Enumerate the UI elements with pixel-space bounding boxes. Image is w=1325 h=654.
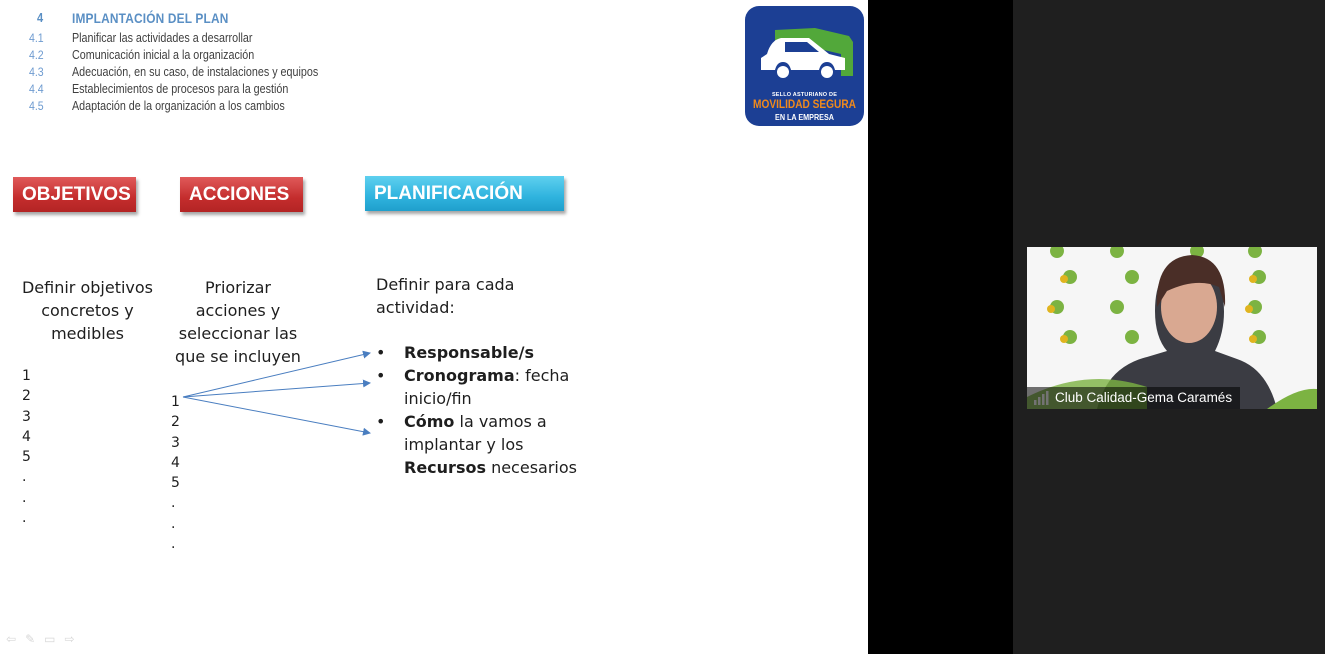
black-band	[868, 0, 1013, 654]
bullet-item	[376, 410, 606, 479]
bullet-text: necesarios	[485, 458, 577, 477]
planificacion-heading: PLANIFICACIÓN	[365, 176, 564, 211]
text-line: Definir objetivos	[21, 278, 154, 297]
planificacion-bullet-list	[376, 341, 606, 479]
outline-item-text: Comunicación inicial a la organización	[72, 48, 255, 62]
list-number: .	[171, 515, 176, 532]
next-slide-icon[interactable]: ⇨	[64, 632, 84, 646]
text-line: Definir para cada	[376, 275, 515, 294]
outline-item-number: 4.5	[29, 99, 44, 113]
text-line: actividad:	[376, 298, 455, 317]
text-line: concretos y	[41, 301, 134, 320]
slide-menu-icon[interactable]: ▭	[44, 632, 65, 646]
list-number: 5	[22, 449, 31, 466]
section-number: 4	[37, 10, 44, 25]
text-line: Priorizar	[205, 278, 271, 297]
list-number: 1	[171, 394, 180, 410]
bullet-icon: •	[376, 412, 386, 431]
arrow-to-como	[183, 397, 370, 433]
bullet-icon: •	[376, 343, 386, 362]
section-title: IMPLANTACIÓN DEL PLAN	[72, 10, 229, 26]
bullet-bold-text: Cómo	[404, 412, 455, 431]
list-number: 1	[22, 368, 31, 384]
list-number: .	[171, 536, 176, 553]
outline-item-number: 4.3	[29, 65, 44, 79]
list-number: .	[171, 495, 176, 512]
bullet-icon: •	[376, 366, 386, 385]
bullet-bold-text: Responsable/s	[404, 343, 535, 362]
acciones-heading: ACCIONES	[180, 177, 303, 212]
list-number: 5	[171, 475, 180, 492]
outline-item-text: Adecuación, en su caso, de instalaciones y equipos	[72, 65, 319, 79]
text-line: seleccionar las	[178, 324, 298, 343]
logo-line-2: MOVILIDAD SEGURA	[753, 99, 856, 111]
slideshow-controls	[6, 632, 84, 646]
outline-item-number: 4.1	[29, 31, 44, 45]
text-line: medibles	[51, 324, 124, 343]
outline-item-number: 4.4	[29, 82, 44, 96]
bullet-bold-text: Recursos	[404, 458, 486, 477]
objetivos-heading: OBJETIVOS	[13, 177, 136, 212]
bullet-bold-text: Cronograma	[404, 366, 515, 385]
participant-name-label: Club Calidad-Gema Caramés	[1027, 387, 1240, 409]
previous-slide-icon[interactable]: ⇦	[6, 632, 26, 646]
pen-icon[interactable]: ✎	[25, 632, 45, 646]
outline-item-text: Establecimientos de procesos para la gestión	[72, 82, 289, 96]
list-number: 4	[171, 454, 180, 471]
outline-item-text: Planificar las actividades a desarrollar	[72, 31, 253, 45]
logo-line-3: EN LA EMPRESA	[775, 113, 834, 122]
bullet-item	[376, 364, 606, 410]
outline-item-number: 4.2	[29, 48, 44, 62]
bullet-text: : fecha inicio/fin	[404, 366, 570, 408]
bullet-item	[376, 341, 606, 364]
list-number: .	[22, 489, 27, 506]
list-number: .	[22, 510, 27, 527]
list-number: 2	[22, 388, 31, 405]
list-number: .	[22, 469, 27, 486]
participant-video-tile[interactable]	[1027, 247, 1317, 409]
club-calidad-backdrop	[1027, 247, 1317, 409]
list-number: 3	[171, 434, 180, 451]
text-line: que se incluyen	[175, 347, 301, 366]
list-number: 2	[171, 414, 180, 431]
list-number: 4	[22, 428, 31, 445]
outline-item-text: Adaptación de la organización a los cambios	[72, 99, 285, 113]
text-line: acciones y	[195, 301, 281, 320]
logo-line-1: SELLO ASTURIANO DE	[771, 92, 838, 98]
bullet-text: la vamos a implantar y los	[404, 412, 547, 454]
list-number: 3	[22, 408, 31, 425]
planificacion-description	[376, 273, 596, 319]
